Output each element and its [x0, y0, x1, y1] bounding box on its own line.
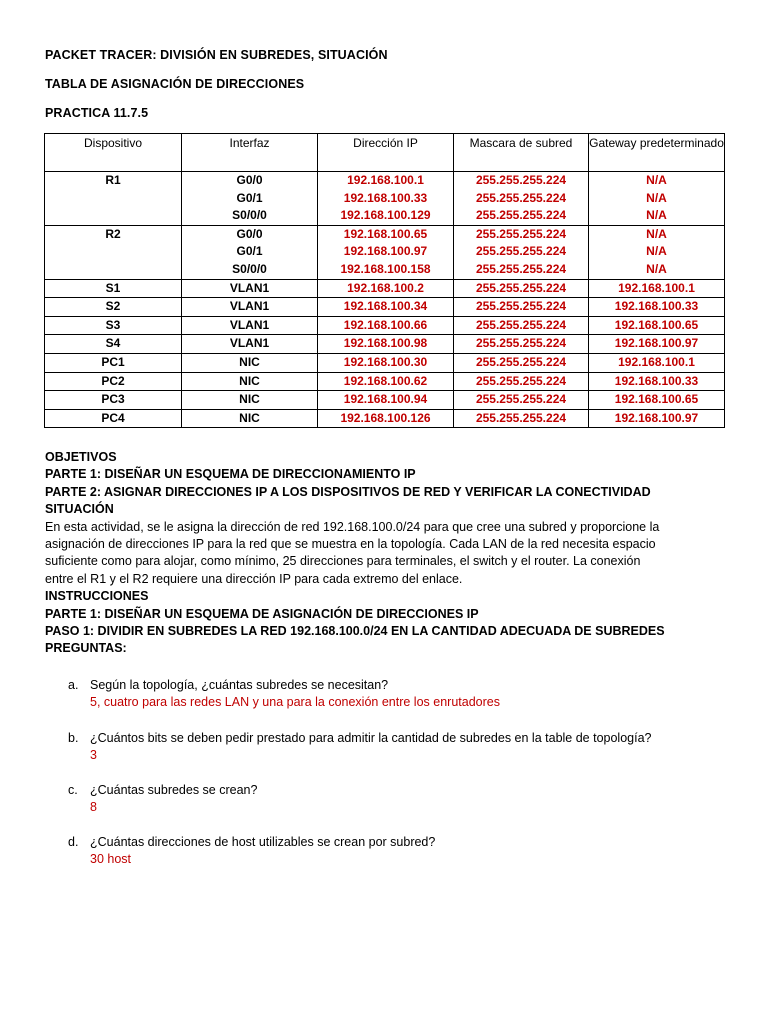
situacion-paragraph: En esta actividad, se le asigna la dirección de red 192.168.100.0/24 para que cree una subred y proporcione la asignación de direcciones IP para la red que se muestra en la topología. Cada LAN de la red necesita espacio suficiente como para alojar, como mínimo, 25 direcciones para terminales, el switch y el router. La conexión entre el R1 y el R2 requiere una dirección IP para cada extremo del enlace.: [45, 519, 660, 586]
ip-cell: 192.168.100.66: [318, 316, 454, 335]
question-letter: b.: [68, 731, 79, 745]
question-answer: 8: [90, 800, 97, 815]
table-row: [45, 298, 725, 317]
ip-cell: 192.168.100.94: [318, 391, 454, 410]
interface-cell: VLAN1: [182, 316, 318, 335]
interface-cell: VLAN1: [182, 298, 318, 317]
ip-cell: 192.168.100.158: [318, 261, 454, 279]
ip-cell: 192.168.100.129: [318, 207, 454, 225]
document-body: [45, 449, 735, 658]
gateway-cell: N/A: [589, 225, 725, 243]
header-ip: Dirección IP: [318, 134, 454, 172]
device-cell: PC4: [45, 409, 182, 428]
mask-cell: 255.255.255.224: [454, 353, 589, 372]
gateway-cell: N/A: [589, 207, 725, 225]
device-cell: [45, 243, 182, 261]
ip-cell: 192.168.100.1: [318, 172, 454, 190]
practice-number: PRACTICA 11.7.5: [45, 106, 149, 120]
mask-cell: 255.255.255.224: [454, 172, 589, 190]
question-answer: 5, cuatro para las redes LAN y una para la conexión entre los enrutadores: [90, 695, 500, 710]
interface-cell: NIC: [182, 372, 318, 391]
table-row: [45, 391, 725, 410]
header-interface: Interfaz: [182, 134, 318, 172]
situacion-heading: SITUACIÓN: [45, 502, 114, 517]
mask-cell: 255.255.255.224: [454, 372, 589, 391]
ip-cell: 192.168.100.34: [318, 298, 454, 317]
gateway-cell: 192.168.100.65: [589, 391, 725, 410]
table-row: [45, 353, 725, 372]
instructions-part-1: PARTE 1: DISEÑAR UN ESQUEMA DE ASIGNACIÓN DE DIRECCIONES IP: [45, 606, 479, 621]
gateway-cell: N/A: [589, 190, 725, 208]
table-row: [45, 261, 725, 279]
mask-cell: 255.255.255.224: [454, 243, 589, 261]
interface-cell: G0/1: [182, 190, 318, 208]
mask-cell: 255.255.255.224: [454, 190, 589, 208]
interface-cell: S0/0/0: [182, 261, 318, 279]
interface-cell: VLAN1: [182, 335, 318, 354]
interface-cell: NIC: [182, 391, 318, 410]
table-header-row: [45, 134, 725, 172]
interface-cell: NIC: [182, 353, 318, 372]
preguntas-heading: PREGUNTAS:: [45, 641, 127, 656]
device-cell: PC3: [45, 391, 182, 410]
device-cell: S2: [45, 298, 182, 317]
document-title: PACKET TRACER: DIVISIÓN EN SUBREDES, SITUACIÓN: [45, 48, 388, 62]
device-cell: [45, 207, 182, 225]
gateway-cell: N/A: [589, 243, 725, 261]
device-cell: S4: [45, 335, 182, 354]
device-cell: S3: [45, 316, 182, 335]
device-cell: [45, 261, 182, 279]
ip-cell: 192.168.100.126: [318, 409, 454, 428]
mask-cell: 255.255.255.224: [454, 335, 589, 354]
table-title: TABLA DE ASIGNACIÓN DE DIRECCIONES: [45, 77, 305, 91]
gateway-cell: N/A: [589, 172, 725, 190]
gateway-cell: 192.168.100.33: [589, 372, 725, 391]
device-cell: PC2: [45, 372, 182, 391]
question-answer: 3: [90, 748, 97, 763]
interface-cell: G0/0: [182, 172, 318, 190]
table-row: [45, 409, 725, 428]
table-row: [45, 190, 725, 208]
question-letter: d.: [68, 835, 79, 849]
device-cell: PC1: [45, 353, 182, 372]
question-text: ¿Cuántas direcciones de host utilizables se crean por subred?: [90, 835, 436, 849]
table-row: [45, 335, 725, 354]
table-row: [45, 279, 725, 298]
header-gateway: Gateway predeterminado: [589, 134, 725, 172]
mask-cell: 255.255.255.224: [454, 279, 589, 298]
ip-cell: 192.168.100.33: [318, 190, 454, 208]
gateway-cell: N/A: [589, 261, 725, 279]
mask-cell: 255.255.255.224: [454, 298, 589, 317]
mask-cell: 255.255.255.224: [454, 391, 589, 410]
ip-cell: 192.168.100.98: [318, 335, 454, 354]
table-row: [45, 243, 725, 261]
mask-cell: 255.255.255.224: [454, 316, 589, 335]
ip-cell: 192.168.100.62: [318, 372, 454, 391]
device-cell: S1: [45, 279, 182, 298]
mask-cell: 255.255.255.224: [454, 225, 589, 243]
device-cell: R1: [45, 172, 182, 190]
table-row: [45, 372, 725, 391]
question-letter: c.: [68, 783, 78, 797]
ip-cell: 192.168.100.65: [318, 225, 454, 243]
objective-part-2: PARTE 2: ASIGNAR DIRECCIONES IP A LOS DISPOSITIVOS DE RED Y VERIFICAR LA CONECTIVIDAD: [45, 484, 651, 499]
interface-cell: G0/0: [182, 225, 318, 243]
interface-cell: NIC: [182, 409, 318, 428]
gateway-cell: 192.168.100.1: [589, 353, 725, 372]
step-1: PASO 1: DIVIDIR EN SUBREDES LA RED 192.168.100.0/24 EN LA CANTIDAD ADECUADA DE SUBREDES: [45, 624, 665, 639]
question-answer: 30 host: [90, 852, 132, 867]
gateway-cell: 192.168.100.33: [589, 298, 725, 317]
instrucciones-heading: INSTRUCCIONES: [45, 589, 149, 604]
question-text: ¿Cuántas subredes se crean?: [90, 783, 258, 797]
objective-part-1: PARTE 1: DISEÑAR UN ESQUEMA DE DIRECCIONAMIENTO IP: [45, 467, 416, 482]
ip-cell: 192.168.100.97: [318, 243, 454, 261]
device-cell: [45, 190, 182, 208]
mask-cell: 255.255.255.224: [454, 409, 589, 428]
objetivos-heading: OBJETIVOS: [45, 450, 117, 464]
header-device: Dispositivo: [45, 134, 182, 172]
mask-cell: 255.255.255.224: [454, 261, 589, 279]
ip-cell: 192.168.100.2: [318, 279, 454, 298]
header-mask: Mascara de subred: [454, 134, 589, 172]
ip-cell: 192.168.100.30: [318, 353, 454, 372]
question-text: Según la topología, ¿cuántas subredes se necesitan?: [90, 678, 389, 692]
gateway-cell: 192.168.100.1: [589, 279, 725, 298]
table-row: [45, 225, 725, 243]
mask-cell: 255.255.255.224: [454, 207, 589, 225]
table-row: [45, 316, 725, 335]
question-text: ¿Cuántos bits se deben pedir prestado para admitir la cantidad de subredes en la table de topología?: [90, 731, 652, 745]
interface-cell: VLAN1: [182, 279, 318, 298]
gateway-cell: 192.168.100.97: [589, 409, 725, 428]
question-letter: a.: [68, 678, 79, 692]
address-table: [44, 133, 725, 428]
table-row: [45, 207, 725, 225]
gateway-cell: 192.168.100.65: [589, 316, 725, 335]
interface-cell: S0/0/0: [182, 207, 318, 225]
device-cell: R2: [45, 225, 182, 243]
gateway-cell: 192.168.100.97: [589, 335, 725, 354]
table-row: [45, 172, 725, 190]
interface-cell: G0/1: [182, 243, 318, 261]
